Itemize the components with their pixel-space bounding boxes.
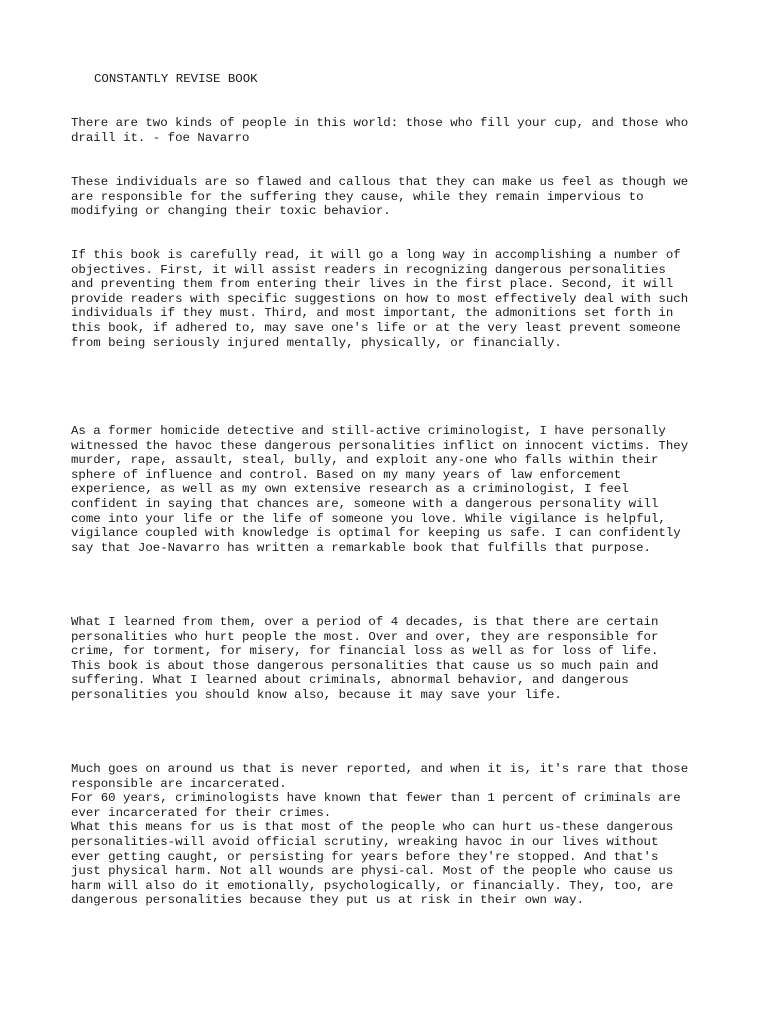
text-line: ever incarcerated for their crimes. [71,805,332,820]
paragraph-objectives [71,248,711,350]
text-line: These individuals are so flawed and callous that they can make us feel as though we [71,175,689,189]
text-line: vigilance coupled with knowledge is optimal for keeping us safe. I can confidently [71,526,681,541]
text-line: Much goes on around us that is never reported, and when it is, it's rare that those [71,762,689,776]
text-line: this book, if adhered to, may save one's life or at the very least prevent someone [71,320,681,335]
text-line: just physical harm. Not all wounds are physi-cal. Most of the people who cause us [71,864,674,879]
text-line: suffering. What I learned about criminals, abnormal behavior, and dangerous [71,673,629,688]
text-line: crime, for torment, for misery, for financial loss as well as for loss of life. [71,644,659,659]
text-line: What I learned from them, over a period of 4 decades, is that there are certain [71,615,659,629]
text-line: If this book is carefully read, it will go a long way in accomplishing a number of [71,248,681,262]
paragraph-quote [71,116,711,145]
text-line: confident in saying that chances are, someone with a dangerous personality will [71,496,659,511]
paragraph-individuals [71,175,711,219]
text-line: individuals if they must. Third, and most important, the admonitions set forth in [71,306,674,321]
text-line: personalities-will avoid official scrutiny, wreaking havoc in our lives without [71,834,659,849]
text-line: objectives. First, it will assist readers in recognizing dangerous personalities [71,262,666,277]
paragraph-decades [71,615,711,703]
text-line: modifying or changing their toxic behavior. [71,204,391,219]
text-line: come into your life or the life of someone you love. While vigilance is helpful, [71,511,666,526]
text-line: personalities who hurt people the most. Over and over, they are responsible for [71,629,659,644]
text-line: witnessed the havoc these dangerous personalities inflict on innocent victims. They [71,438,689,453]
text-line: ever getting caught, or persisting for years before they're stopped. And that's [71,849,659,864]
text-line: say that Joe-Navarro has written a remarkable book that fulfills that purpose. [71,540,651,555]
text-line: For 60 years, criminologists have known that fewer than 1 percent of criminals are [71,791,681,806]
text-line: murder, rape, assault, steal, bully, and exploit any-one who falls within their [71,453,659,468]
text-line: from being seriously injured mentally, physically, or financially. [71,335,562,350]
text-line: are responsible for the suffering they cause, while they remain impervious to [71,189,644,204]
text-line: draill it. - foe Navarro [71,130,250,145]
text-line: As a former homicide detective and still-active criminologist, I have personally [71,424,666,438]
text-line: There are two kinds of people in this world: those who fill your cup, and those who [71,116,689,130]
paragraph-unreported [71,762,711,908]
text-line: responsible are incarcerated. [71,776,287,791]
document-title: CONSTANTLY REVISE BOOK [94,72,258,86]
text-line: sphere of influence and control. Based on my many years of law enforcement [71,467,622,482]
paragraph-detective [71,424,711,555]
text-line: personalities you should know also, because it may save your life. [71,687,562,702]
text-line: and preventing them from entering their lives in the first place. Second, it will [71,277,674,292]
text-line: dangerous personalities because they put us at risk in their own way. [71,893,585,908]
text-line: What this means for us is that most of the people who can hurt us-these dangerous [71,820,674,835]
text-line: provide readers with specific suggestions on how to most effectively deal with such [71,291,689,306]
text-line: This book is about those dangerous personalities that cause us so much pain and [71,658,659,673]
text-line: harm will also do it emotionally, psychologically, or financially. They, too, are [71,878,674,893]
text-line: experience, as well as my own extensive research as a criminologist, I feel [71,482,629,497]
